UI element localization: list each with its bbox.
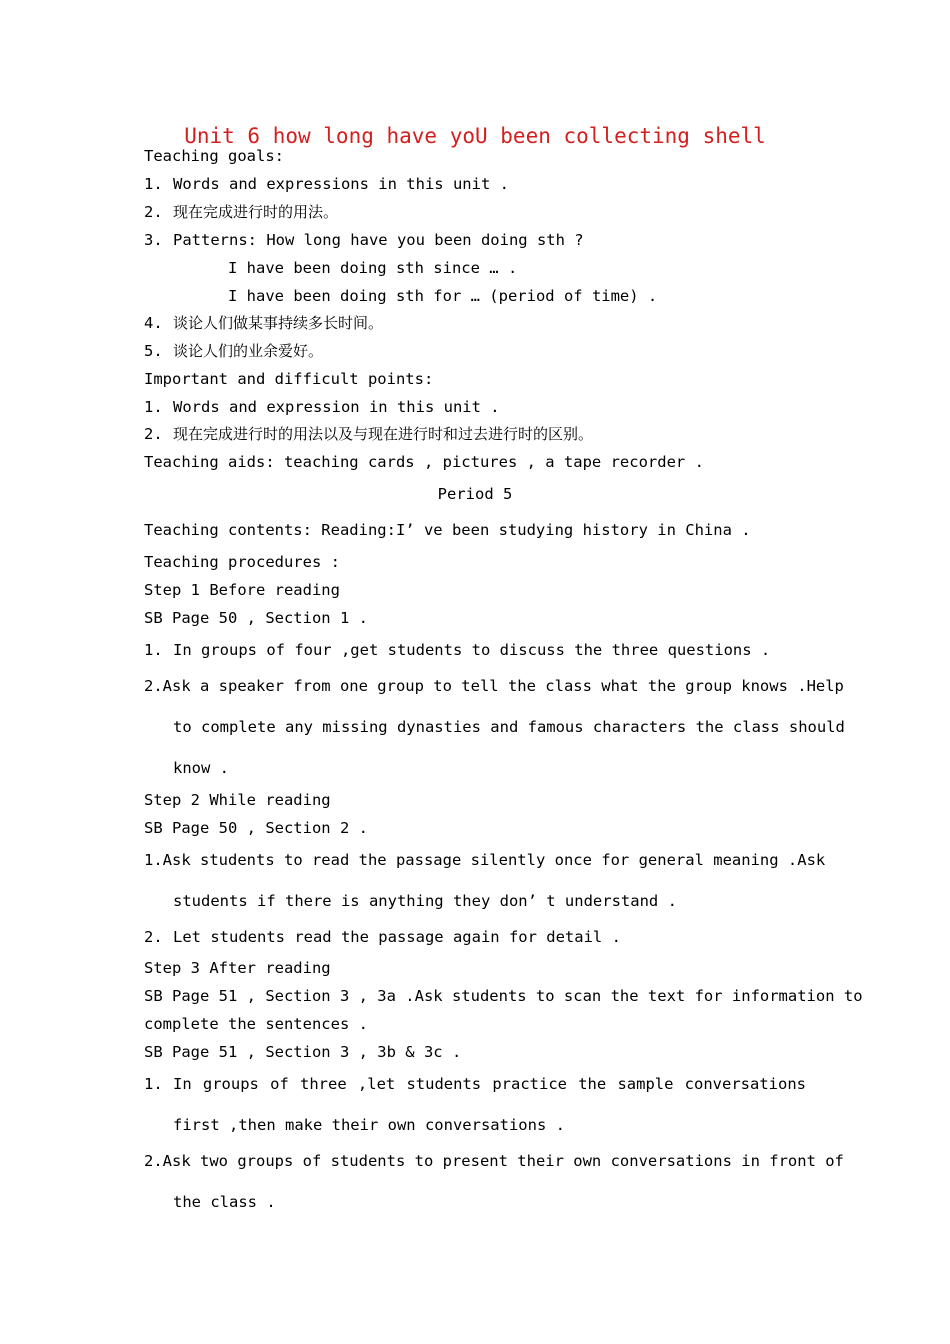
document-title: Unit 6 how long have yoU been collecting shell	[184, 124, 766, 148]
step1-item-2-line2: to complete any missing dynasties and famous characters the class should	[173, 718, 845, 736]
goal-3-number: 3.	[144, 231, 163, 249]
important-1-text: Words and expression in this unit .	[173, 398, 500, 416]
step3-item-1-line2: first ,then make their own conversations .	[173, 1116, 565, 1134]
step3-reference-2: SB Page 51 , Section 3 , 3b & 3c .	[144, 1043, 462, 1061]
important-item-1	[144, 397, 500, 417]
period-heading: Period 5	[437, 485, 513, 503]
goal-1-text: Words and expressions in this unit .	[173, 175, 509, 193]
step1-item-2-line3: know .	[173, 759, 229, 777]
goal-1-number: 1.	[144, 175, 163, 193]
step2-reference: SB Page 50 , Section 2 .	[144, 819, 368, 837]
goal-3-text: Patterns: How long have you been doing sth ?	[173, 231, 584, 249]
step3-item-2	[144, 1151, 844, 1171]
step3-item-2-line1: Ask two groups of students to present their own conversations in front of	[162, 1152, 844, 1170]
goal-item-5	[144, 341, 323, 361]
step2-item-2-number: 2.	[144, 928, 163, 946]
goal-item-2	[144, 202, 338, 222]
important-item-2	[144, 424, 593, 444]
step3-item-1	[144, 1074, 806, 1094]
step3-item-1-number: 1.	[144, 1075, 163, 1093]
step2-item-2	[144, 927, 621, 947]
important-2-text: 现在完成进行时的用法以及与现在进行时和过去进行时的区别。	[173, 425, 594, 443]
step3-reference-1-line2: complete the sentences .	[144, 1015, 368, 1033]
step1-reference: SB Page 50 , Section 1 .	[144, 609, 368, 627]
goal-4-text: 谈论人们做某事持续多长时间。	[173, 314, 384, 332]
important-points-heading: Important and difficult points:	[144, 370, 434, 388]
goal-2-number: 2.	[144, 203, 163, 221]
pattern-for: I have been doing sth for … (period of time) .	[228, 287, 658, 305]
teaching-goals-heading: Teaching goals:	[144, 147, 284, 165]
important-1-number: 1.	[144, 398, 163, 416]
step2-item-1	[144, 850, 826, 870]
step3-item-1-line1: In groups of three ,let students practice the sample conversations	[173, 1075, 806, 1093]
step2-heading: Step 2 While reading	[144, 791, 331, 809]
important-2-number: 2.	[144, 425, 163, 443]
goal-item-4	[144, 313, 383, 333]
step3-item-2-number: 2.	[144, 1152, 163, 1170]
teaching-contents: Teaching contents: Reading:I’ ve been studying history in China .	[144, 521, 751, 539]
step1-item-2-number: 2.	[144, 677, 163, 695]
goal-4-number: 4.	[144, 314, 163, 332]
procedures-heading: Teaching procedures :	[144, 553, 340, 571]
step1-item-2-line1: Ask a speaker from one group to tell the class what the group knows .Help	[162, 677, 844, 695]
teaching-aids: Teaching aids: teaching cards , pictures , a tape recorder .	[144, 453, 704, 471]
goal-item-1	[144, 174, 509, 194]
step3-heading: Step 3 After reading	[144, 959, 331, 977]
step2-item-1-number: 1.	[144, 851, 163, 869]
step2-item-1-line2: students if there is anything they don’ t understand .	[173, 892, 677, 910]
step3-item-2-line2: the class .	[173, 1193, 276, 1211]
step1-item-1-text: In groups of four ,get students to discuss the three questions .	[173, 641, 771, 659]
step1-item-1-number: 1.	[144, 641, 163, 659]
step2-item-2-text: Let students read the passage again for detail .	[173, 928, 621, 946]
step1-item-2	[144, 676, 844, 696]
step2-item-1-line1: Ask students to read the passage silently once for general meaning .Ask	[162, 851, 826, 869]
goal-2-text: 现在完成进行时的用法。	[173, 203, 339, 221]
goal-5-number: 5.	[144, 342, 163, 360]
pattern-since: I have been doing sth since … .	[228, 259, 518, 277]
step1-item-1	[144, 640, 770, 660]
goal-5-text: 谈论人们的业余爱好。	[173, 342, 324, 360]
step3-reference-1-line1: SB Page 51 , Section 3 , 3a .Ask students to scan the text for information to	[144, 987, 863, 1005]
goal-item-3	[144, 230, 584, 250]
step1-heading: Step 1 Before reading	[144, 581, 340, 599]
